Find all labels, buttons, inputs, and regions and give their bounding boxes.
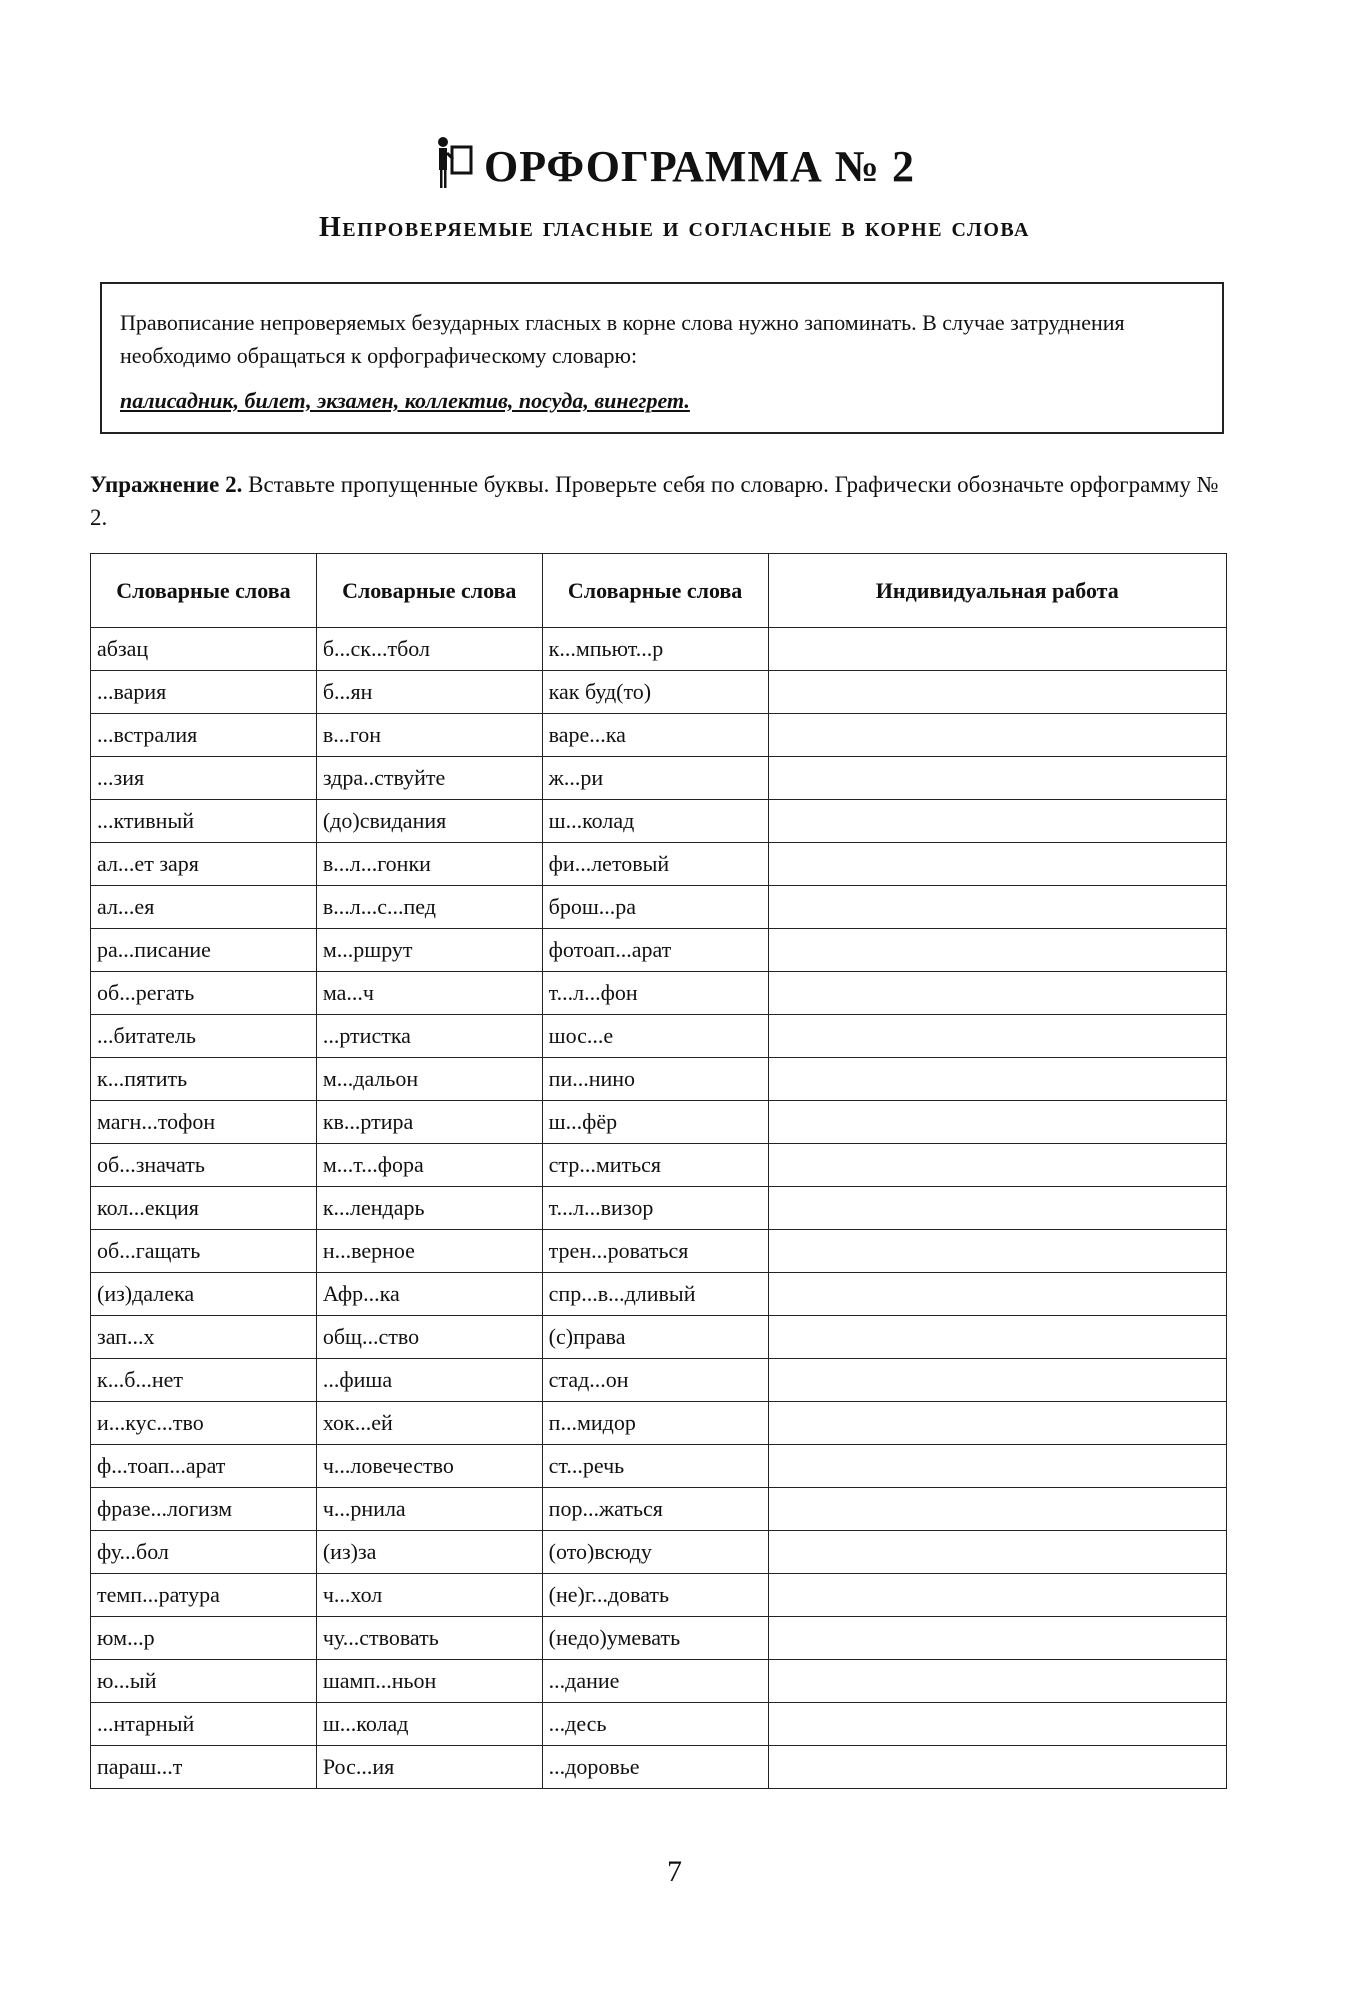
table-row <box>91 1187 1227 1230</box>
word-cell: ч...хол <box>316 1574 542 1617</box>
word-cell: ...вария <box>91 671 317 714</box>
individual-work-cell[interactable] <box>768 628 1226 671</box>
word-cell: чу...ствовать <box>316 1617 542 1660</box>
table-row <box>91 886 1227 929</box>
table-row <box>91 1101 1227 1144</box>
rule-text: Правописание непроверяемых безударных гласных в корне слова нужно запоминать. В случае затруднения необходимо обращаться к орфографическому словарю: <box>120 310 1125 368</box>
word-cell: (из)далека <box>91 1273 317 1316</box>
table-body <box>91 628 1227 1789</box>
word-cell: стр...миться <box>542 1144 768 1187</box>
word-cell: ю...ый <box>91 1660 317 1703</box>
individual-work-cell[interactable] <box>768 1660 1226 1703</box>
table-row <box>91 800 1227 843</box>
page-number: 7 <box>667 1855 682 1888</box>
table-row <box>91 1703 1227 1746</box>
word-cell: брош...ра <box>542 886 768 929</box>
individual-work-cell[interactable] <box>768 1746 1226 1789</box>
word-cell: ш...колад <box>316 1703 542 1746</box>
word-cell: пи...нино <box>542 1058 768 1101</box>
word-cell: ...десь <box>542 1703 768 1746</box>
table-row <box>91 929 1227 972</box>
individual-work-cell[interactable] <box>768 1015 1226 1058</box>
word-cell: ...ртистка <box>316 1015 542 1058</box>
table-row <box>91 714 1227 757</box>
word-cell: п...мидор <box>542 1402 768 1445</box>
exercise-instruction <box>90 468 1235 534</box>
table-header-row <box>91 554 1227 628</box>
word-cell: хок...ей <box>316 1402 542 1445</box>
individual-work-cell[interactable] <box>768 1488 1226 1531</box>
table-row <box>91 757 1227 800</box>
table-row <box>91 1402 1227 1445</box>
table-row <box>91 1488 1227 1531</box>
page-title <box>0 135 1349 195</box>
table-row <box>91 1617 1227 1660</box>
exercise-text: Вставьте пропущенные буквы. Проверьте себя по словарю. Графически обозначьте орфограмму № 2. <box>90 472 1219 530</box>
column-header: Словарные слова <box>91 554 317 628</box>
individual-work-cell[interactable] <box>768 1402 1226 1445</box>
word-cell: ст...речь <box>542 1445 768 1488</box>
word-cell: ра...писание <box>91 929 317 972</box>
individual-work-cell[interactable] <box>768 1574 1226 1617</box>
person-board-icon <box>434 135 474 207</box>
word-cell: трен...роваться <box>542 1230 768 1273</box>
word-cell: ...зия <box>91 757 317 800</box>
individual-work-cell[interactable] <box>768 1273 1226 1316</box>
word-cell: темп...ратура <box>91 1574 317 1617</box>
word-cell: м...дальон <box>316 1058 542 1101</box>
word-cell: фразе...логизм <box>91 1488 317 1531</box>
word-cell: т...л...визор <box>542 1187 768 1230</box>
word-cell: (до)свидания <box>316 800 542 843</box>
rule-box <box>100 282 1224 434</box>
individual-work-cell[interactable] <box>768 886 1226 929</box>
word-cell: кв...ртира <box>316 1101 542 1144</box>
word-cell: и...кус...тво <box>91 1402 317 1445</box>
table-row <box>91 1058 1227 1101</box>
table-row <box>91 1445 1227 1488</box>
table-row <box>91 628 1227 671</box>
word-cell: шос...е <box>542 1015 768 1058</box>
word-cell: в...л...с...пед <box>316 886 542 929</box>
word-cell: (недо)умевать <box>542 1617 768 1660</box>
individual-work-cell[interactable] <box>768 1230 1226 1273</box>
word-cell: юм...р <box>91 1617 317 1660</box>
rule-examples <box>120 384 1204 417</box>
individual-work-cell[interactable] <box>768 1058 1226 1101</box>
column-header: Индивидуальная работа <box>768 554 1226 628</box>
individual-work-cell[interactable] <box>768 757 1226 800</box>
individual-work-cell[interactable] <box>768 1101 1226 1144</box>
word-cell: магн...тофон <box>91 1101 317 1144</box>
individual-work-cell[interactable] <box>768 972 1226 1015</box>
word-cell: ч...ловечество <box>316 1445 542 1488</box>
individual-work-cell[interactable] <box>768 1617 1226 1660</box>
table-row <box>91 1574 1227 1617</box>
word-cell: ж...ри <box>542 757 768 800</box>
word-cell: ...доровье <box>542 1746 768 1789</box>
word-cell: кол...екция <box>91 1187 317 1230</box>
individual-work-cell[interactable] <box>768 1445 1226 1488</box>
word-cell: Афр...ка <box>316 1273 542 1316</box>
vocabulary-table <box>90 553 1227 1789</box>
table-row <box>91 843 1227 886</box>
exercise-label: Упражнение 2. <box>90 472 243 497</box>
word-cell: как буд(то) <box>542 671 768 714</box>
word-cell: зап...х <box>91 1316 317 1359</box>
word-cell: н...верное <box>316 1230 542 1273</box>
table-row <box>91 1660 1227 1703</box>
word-cell: к...лендарь <box>316 1187 542 1230</box>
word-cell: спр...в...дливый <box>542 1273 768 1316</box>
title-text: ОРФОГРАММА № 2 <box>484 142 915 192</box>
column-header: Словарные слова <box>316 554 542 628</box>
word-cell: ...ктивный <box>91 800 317 843</box>
word-cell: ал...ет заря <box>91 843 317 886</box>
table-row <box>91 1230 1227 1273</box>
word-cell: в...гон <box>316 714 542 757</box>
word-cell: здра..ствуйте <box>316 757 542 800</box>
word-cell: ...дание <box>542 1660 768 1703</box>
word-cell: ф...тоап...арат <box>91 1445 317 1488</box>
individual-work-cell[interactable] <box>768 800 1226 843</box>
word-cell: ма...ч <box>316 972 542 1015</box>
word-cell: ч...рнила <box>316 1488 542 1531</box>
word-cell: ...фиша <box>316 1359 542 1402</box>
word-cell: ш...колад <box>542 800 768 843</box>
word-cell: м...ршрут <box>316 929 542 972</box>
word-cell: к...б...нет <box>91 1359 317 1402</box>
word-cell: об...регать <box>91 972 317 1015</box>
word-cell: б...ск...тбол <box>316 628 542 671</box>
individual-work-cell[interactable] <box>768 1359 1226 1402</box>
word-cell: ал...ея <box>91 886 317 929</box>
word-cell: фу...бол <box>91 1531 317 1574</box>
individual-work-cell[interactable] <box>768 929 1226 972</box>
word-cell: ...нтарный <box>91 1703 317 1746</box>
word-cell: стад...он <box>542 1359 768 1402</box>
word-cell: абзац <box>91 628 317 671</box>
word-cell: к...пятить <box>91 1058 317 1101</box>
rule-examples-text: палисадник, билет, экзамен, коллектив, посуда, винегрет. <box>120 388 690 413</box>
word-cell: т...л...фон <box>542 972 768 1015</box>
individual-work-cell[interactable] <box>768 671 1226 714</box>
word-cell: ш...фёр <box>542 1101 768 1144</box>
word-cell: параш...т <box>91 1746 317 1789</box>
table-row <box>91 1144 1227 1187</box>
word-cell: Рос...ия <box>316 1746 542 1789</box>
table-row <box>91 1015 1227 1058</box>
individual-work-cell[interactable] <box>768 1187 1226 1230</box>
word-cell: общ...ство <box>316 1316 542 1359</box>
word-cell: ...битатель <box>91 1015 317 1058</box>
word-cell: фотоап...арат <box>542 929 768 972</box>
table-row <box>91 972 1227 1015</box>
word-cell: пор...жаться <box>542 1488 768 1531</box>
individual-work-cell[interactable] <box>768 843 1226 886</box>
table-row <box>91 1746 1227 1789</box>
word-cell: ...встралия <box>91 714 317 757</box>
table-row <box>91 1273 1227 1316</box>
individual-work-cell[interactable] <box>768 1144 1226 1187</box>
individual-work-cell[interactable] <box>768 1316 1226 1359</box>
word-cell: (с)права <box>542 1316 768 1359</box>
individual-work-cell[interactable] <box>768 1531 1226 1574</box>
word-cell: варе...ка <box>542 714 768 757</box>
table-row <box>91 671 1227 714</box>
word-cell: б...ян <box>316 671 542 714</box>
word-cell: (ото)всюду <box>542 1531 768 1574</box>
word-cell: (не)г...довать <box>542 1574 768 1617</box>
table-row <box>91 1316 1227 1359</box>
word-cell: в...л...гонки <box>316 843 542 886</box>
word-cell: м...т...фора <box>316 1144 542 1187</box>
individual-work-cell[interactable] <box>768 714 1226 757</box>
word-cell: шамп...ньон <box>316 1660 542 1703</box>
section-subtitle: Непроверяемые гласные и согласные в корне слова <box>319 212 1030 243</box>
word-cell: фи...летовый <box>542 843 768 886</box>
table-row <box>91 1359 1227 1402</box>
column-header: Словарные слова <box>542 554 768 628</box>
word-cell: к...мпьют...р <box>542 628 768 671</box>
word-cell: об...значать <box>91 1144 317 1187</box>
word-cell: (из)за <box>316 1531 542 1574</box>
word-cell: об...гащать <box>91 1230 317 1273</box>
individual-work-cell[interactable] <box>768 1703 1226 1746</box>
table-row <box>91 1531 1227 1574</box>
